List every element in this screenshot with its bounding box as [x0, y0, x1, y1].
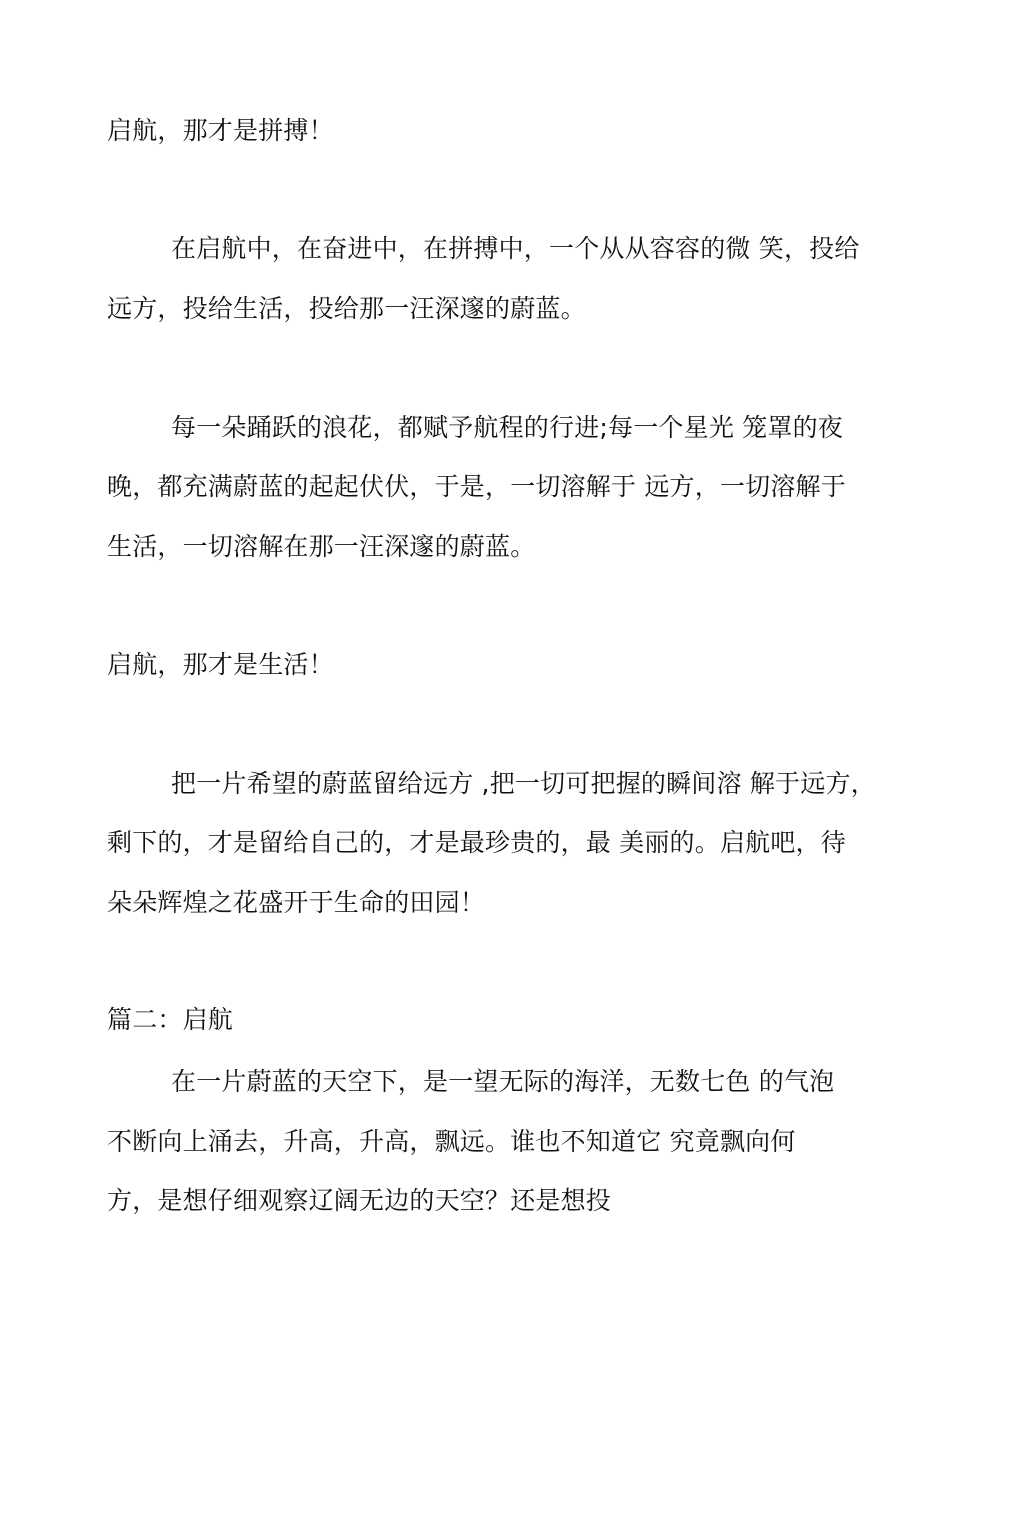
paragraph-line: 在启航中，在奋进中，在拼搏中，一个从从容容的微 笑，投给 — [171, 234, 860, 263]
paragraph-line: 远方，投给生活，投给那一汪深邃的蔚蓝。 — [107, 294, 586, 323]
paragraph-line: 朵朵辉煌之花盛开于生命的田园！ — [107, 888, 486, 917]
paragraph-line: 每一朵踊跃的浪花，都赋予航程的行进;每一个星光 笼罩的夜 — [171, 413, 843, 442]
paragraph-line: 剩下的，才是留给自己的，才是最珍贵的，最 美丽的。启航吧，待 — [107, 828, 846, 857]
paragraph-line: 方，是想仔细观察辽阔无边的天空？还是想投 — [107, 1186, 612, 1215]
paragraph-line: 在一片蔚蓝的天空下，是一望无际的海洋，无数七色 的气泡 — [171, 1067, 835, 1096]
paragraph-line: 晚，都充满蔚蓝的起起伏伏，于是，一切溶解于 远方，一切溶解于 — [107, 472, 846, 501]
paragraph-heading-1: 启航，那才是拼搏！ — [107, 116, 334, 145]
paragraph-line: 不断向上涌去，升高，升高，飘远。谁也不知道它 究竟飘向何 — [107, 1127, 796, 1156]
paragraph-line: 生活，一切溶解在那一汪深邃的蔚蓝。 — [107, 532, 536, 561]
paragraph-heading-2: 启航，那才是生活！ — [107, 650, 334, 679]
paragraph-line: 把一片希望的蔚蓝留给远方 ,把一切可把握的瞬间溶 解于远方， — [171, 769, 876, 798]
section-title: 篇二：启航 — [107, 1005, 234, 1034]
